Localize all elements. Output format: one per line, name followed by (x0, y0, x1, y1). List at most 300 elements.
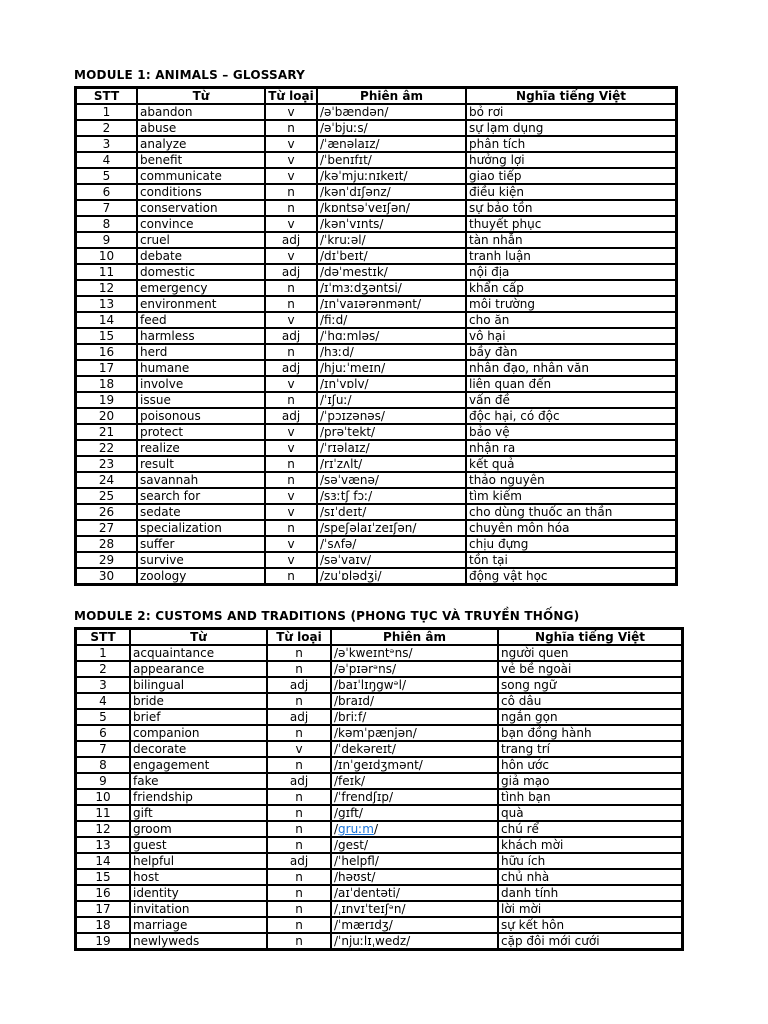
stt-cell: 6 (76, 184, 137, 200)
word-cell: conservation (137, 200, 265, 216)
word-cell: appearance (130, 661, 267, 677)
table-row (76, 264, 676, 280)
meaning-cell: động vật học (466, 568, 676, 584)
word-cell: issue (137, 392, 265, 408)
word-type-cell: n (265, 280, 317, 296)
word-type-cell: v (265, 440, 317, 456)
stt-cell: 17 (76, 901, 130, 917)
word-cell: involve (137, 376, 265, 392)
header-pronunciation: Phiên âm (331, 629, 498, 645)
meaning-cell: nội địa (466, 264, 676, 280)
stt-cell: 18 (76, 917, 130, 933)
stt-cell: 1 (76, 104, 137, 120)
table-row (76, 392, 676, 408)
meaning-cell: thuyết phục (466, 216, 676, 232)
word-cell: communicate (137, 168, 265, 184)
pronunciation-cell: /aɪˈdentəti/ (331, 885, 498, 901)
stt-cell: 13 (76, 837, 130, 853)
meaning-cell: thảo nguyên (466, 472, 676, 488)
stt-cell: 9 (76, 232, 137, 248)
meaning-cell: môi trường (466, 296, 676, 312)
table-header-row (76, 629, 682, 645)
word-cell: helpful (130, 853, 267, 869)
word-type-cell: n (265, 344, 317, 360)
stt-cell: 27 (76, 520, 137, 536)
word-cell: feed (137, 312, 265, 328)
word-type-cell: n (267, 885, 331, 901)
table-row (76, 693, 682, 709)
word-cell: brief (130, 709, 267, 725)
meaning-cell: kết quả (466, 456, 676, 472)
word-cell: conditions (137, 184, 265, 200)
word-cell: identity (130, 885, 267, 901)
word-type-cell: v (265, 152, 317, 168)
word-type-cell: adj (267, 853, 331, 869)
word-cell: groom (130, 821, 267, 837)
pronunciation-cell: /ˈpɔɪzənəs/ (317, 408, 466, 424)
word-cell: debate (137, 248, 265, 264)
pronunciation-cell: /hɜːd/ (317, 344, 466, 360)
stt-cell: 13 (76, 296, 137, 312)
table-row (76, 248, 676, 264)
pronunciation-cell: /ˈrɪəlaɪz/ (317, 440, 466, 456)
meaning-cell: khẩn cấp (466, 280, 676, 296)
meaning-cell: ngắn gọn (498, 709, 682, 725)
word-cell: poisonous (137, 408, 265, 424)
pronunciation-cell: /ˈbenɪfɪt/ (317, 152, 466, 168)
meaning-cell: trang trí (498, 741, 682, 757)
stt-cell: 16 (76, 885, 130, 901)
table-row (76, 472, 676, 488)
meaning-cell: giao tiếp (466, 168, 676, 184)
word-cell: abandon (137, 104, 265, 120)
word-cell: analyze (137, 136, 265, 152)
stt-cell: 5 (76, 709, 130, 725)
word-type-cell: n (267, 933, 331, 949)
table-row (76, 456, 676, 472)
word-type-cell: v (265, 216, 317, 232)
stt-cell: 6 (76, 725, 130, 741)
pronunciation-cell: /ɪnˈgeɪdʒmənt/ (331, 757, 498, 773)
word-cell: realize (137, 440, 265, 456)
table-row (76, 344, 676, 360)
header-stt: STT (76, 629, 130, 645)
pronunciation-cell: /ˈmærɪdʒ/ (331, 917, 498, 933)
meaning-cell: quà (498, 805, 682, 821)
module1-glossary-table (74, 86, 678, 586)
table-row (76, 805, 682, 821)
word-type-cell: n (265, 120, 317, 136)
meaning-cell: cho dùng thuốc an thần (466, 504, 676, 520)
table-row (76, 901, 682, 917)
word-type-cell: v (265, 136, 317, 152)
pronunciation-cell: /speʃəlaɪˈzeɪʃən/ (317, 520, 466, 536)
pronunciation-prefix: / (334, 822, 339, 836)
word-cell: newlyweds (130, 933, 267, 949)
word-cell: bride (130, 693, 267, 709)
word-cell: herd (137, 344, 265, 360)
table-row (76, 725, 682, 741)
meaning-cell: phân tích (466, 136, 676, 152)
meaning-cell: chú rể (498, 821, 682, 837)
pronunciation-cell[interactable] (331, 821, 498, 837)
table-row (76, 184, 676, 200)
table-row (76, 837, 682, 853)
table-row (76, 885, 682, 901)
meaning-cell: liên quan đến (466, 376, 676, 392)
word-cell: humane (137, 360, 265, 376)
stt-cell: 2 (76, 661, 130, 677)
meaning-cell: hôn ước (498, 757, 682, 773)
word-type-cell: adj (265, 328, 317, 344)
stt-cell: 24 (76, 472, 137, 488)
table-row (76, 853, 682, 869)
table-row (76, 168, 676, 184)
pronunciation-cell: /briːf/ (331, 709, 498, 725)
word-cell: engagement (130, 757, 267, 773)
word-cell: bilingual (130, 677, 267, 693)
meaning-cell: bảo vệ (466, 424, 676, 440)
meaning-cell: điều kiện (466, 184, 676, 200)
stt-cell: 15 (76, 869, 130, 885)
table-row (76, 328, 676, 344)
pronunciation-cell: /baɪˈlɪŋgwᵊl/ (331, 677, 498, 693)
word-type-cell: n (265, 200, 317, 216)
pronunciation-cell: /braɪd/ (331, 693, 498, 709)
stt-cell: 10 (76, 789, 130, 805)
pronunciation-cell: /kənˈdɪʃənz/ (317, 184, 466, 200)
pronunciation-cell: /hjuːˈmeɪn/ (317, 360, 466, 376)
word-type-cell: v (265, 104, 317, 120)
pronunciation-cell: /feɪk/ (331, 773, 498, 789)
pronunciation-cell: /səˈvaɪv/ (317, 552, 466, 568)
word-type-cell: adj (267, 709, 331, 725)
table-row (76, 376, 676, 392)
pronunciation-cell: /ˈhɑːmləs/ (317, 328, 466, 344)
pronunciation-cell: /ɪnˈvɒlv/ (317, 376, 466, 392)
table-row (76, 757, 682, 773)
stt-cell: 18 (76, 376, 137, 392)
module2-glossary-table (74, 627, 684, 951)
table-row (76, 709, 682, 725)
module2-table-body (76, 645, 682, 949)
pronunciation-cell: /gest/ (331, 837, 498, 853)
stt-cell: 23 (76, 456, 137, 472)
word-type-cell: v (265, 376, 317, 392)
word-type-cell: n (267, 821, 331, 837)
module1-table-body (76, 104, 676, 584)
meaning-cell: sự lạm dụng (466, 120, 676, 136)
meaning-cell: giả mạo (498, 773, 682, 789)
pronunciation-cell: /dɪˈbeɪt/ (317, 248, 466, 264)
word-type-cell: n (267, 789, 331, 805)
pronunciation-cell: /rɪˈzʌlt/ (317, 456, 466, 472)
stt-cell: 12 (76, 280, 137, 296)
meaning-cell: nhận ra (466, 440, 676, 456)
pronunciation-cell: /sɜːtʃ fɔː/ (317, 488, 466, 504)
pronunciation-cell: /fiːd/ (317, 312, 466, 328)
pronunciation-cell: /ˈɪʃuː/ (317, 392, 466, 408)
word-type-cell: n (267, 693, 331, 709)
meaning-cell: bạn đồng hành (498, 725, 682, 741)
meaning-cell: danh tính (498, 885, 682, 901)
word-type-cell: n (265, 392, 317, 408)
stt-cell: 17 (76, 360, 137, 376)
meaning-cell: tồn tại (466, 552, 676, 568)
meaning-cell: chủ nhà (498, 869, 682, 885)
word-type-cell: n (265, 472, 317, 488)
word-cell: sedate (137, 504, 265, 520)
meaning-cell: song ngữ (498, 677, 682, 693)
word-cell: survive (137, 552, 265, 568)
stt-cell: 25 (76, 488, 137, 504)
pronunciation-cell: /kɒntsəˈveɪʃən/ (317, 200, 466, 216)
table-row (76, 661, 682, 677)
word-cell: abuse (137, 120, 265, 136)
word-cell: marriage (130, 917, 267, 933)
word-type-cell: v (265, 504, 317, 520)
header-stt: STT (76, 88, 137, 104)
table-row (76, 552, 676, 568)
word-type-cell: v (265, 424, 317, 440)
word-cell: fake (130, 773, 267, 789)
table-row (76, 536, 676, 552)
stt-cell: 15 (76, 328, 137, 344)
word-type-cell: adj (267, 677, 331, 693)
meaning-cell: độc hại, có độc (466, 408, 676, 424)
stt-cell: 28 (76, 536, 137, 552)
word-cell: environment (137, 296, 265, 312)
meaning-cell: hữu ích (498, 853, 682, 869)
meaning-cell: cô dâu (498, 693, 682, 709)
word-cell: guest (130, 837, 267, 853)
stt-cell: 3 (76, 677, 130, 693)
pronunciation-cell: /kənˈvɪnts/ (317, 216, 466, 232)
header-vietnamese-meaning: Nghĩa tiếng Việt (466, 88, 676, 104)
pronunciation-suffix: / (373, 822, 378, 836)
word-cell: savannah (137, 472, 265, 488)
word-cell: gift (130, 805, 267, 821)
header-word: Từ (137, 88, 265, 104)
word-cell: friendship (130, 789, 267, 805)
word-cell: acquaintance (130, 645, 267, 661)
table-row (76, 296, 676, 312)
word-type-cell: v (265, 488, 317, 504)
stt-cell: 22 (76, 440, 137, 456)
word-type-cell: n (267, 917, 331, 933)
word-cell: decorate (130, 741, 267, 757)
pronunciation-cell: /kəmˈpænjən/ (331, 725, 498, 741)
word-cell: convince (137, 216, 265, 232)
word-cell: domestic (137, 264, 265, 280)
meaning-cell: tìm kiếm (466, 488, 676, 504)
pronunciation-cell: /ˈkruːəl/ (317, 232, 466, 248)
table-row (76, 773, 682, 789)
word-type-cell: n (265, 568, 317, 584)
word-type-cell: v (265, 168, 317, 184)
word-type-cell: adj (265, 408, 317, 424)
word-cell: companion (130, 725, 267, 741)
meaning-cell: nhân đạo, nhân văn (466, 360, 676, 376)
meaning-cell: sự bảo tồn (466, 200, 676, 216)
table-row (76, 821, 682, 837)
header-pronunciation: Phiên âm (317, 88, 466, 104)
meaning-cell: vẻ bề ngoài (498, 661, 682, 677)
word-cell: search for (137, 488, 265, 504)
word-cell: emergency (137, 280, 265, 296)
stt-cell: 20 (76, 408, 137, 424)
stt-cell: 8 (76, 757, 130, 773)
table-row (76, 488, 676, 504)
stt-cell: 8 (76, 216, 137, 232)
word-cell: benefit (137, 152, 265, 168)
word-type-cell: n (265, 296, 317, 312)
stt-cell: 21 (76, 424, 137, 440)
stt-cell: 11 (76, 264, 137, 280)
stt-cell: 11 (76, 805, 130, 821)
stt-cell: 5 (76, 168, 137, 184)
meaning-cell: tàn nhẫn (466, 232, 676, 248)
stt-cell: 4 (76, 152, 137, 168)
pronunciation-cell: /ɪnˈvaɪərənmənt/ (317, 296, 466, 312)
word-cell: harmless (137, 328, 265, 344)
meaning-cell: tranh luận (466, 248, 676, 264)
stt-cell: 16 (76, 344, 137, 360)
word-type-cell: n (267, 757, 331, 773)
word-type-cell: n (267, 725, 331, 741)
word-type-cell: adj (267, 773, 331, 789)
pronunciation-cell: /ˈdekəreɪt/ (331, 741, 498, 757)
table-row (76, 152, 676, 168)
pronunciation-cell: /həʊst/ (331, 869, 498, 885)
word-type-cell: n (267, 869, 331, 885)
word-type-cell: n (267, 901, 331, 917)
stt-cell: 30 (76, 568, 137, 584)
table-row (76, 312, 676, 328)
table-row (76, 424, 676, 440)
meaning-cell: chịu đựng (466, 536, 676, 552)
table-header-row (76, 88, 676, 104)
pronunciation-cell: /əˈkweɪntᵊns/ (331, 645, 498, 661)
module2-title: MODULE 2: CUSTOMS AND TRADITIONS (PHONG TỤC VÀ TRUYỀN THỐNG) (74, 609, 580, 623)
stt-cell: 7 (76, 741, 130, 757)
word-type-cell: adj (265, 232, 317, 248)
table-row (76, 789, 682, 805)
table-row (76, 504, 676, 520)
stt-cell: 14 (76, 853, 130, 869)
table-row (76, 408, 676, 424)
meaning-cell: bầy đàn (466, 344, 676, 360)
header-word-type: Từ loại (267, 629, 331, 645)
word-cell: result (137, 456, 265, 472)
pronunciation-cell: /ˈhelpfl/ (331, 853, 498, 869)
table-row (76, 360, 676, 376)
stt-cell: 2 (76, 120, 137, 136)
word-type-cell: v (265, 536, 317, 552)
pronunciation-cell: /ˈfrendʃɪp/ (331, 789, 498, 805)
table-row (76, 104, 676, 120)
word-cell: zoology (137, 568, 265, 584)
table-row (76, 280, 676, 296)
word-type-cell: adj (265, 264, 317, 280)
word-type-cell: adj (265, 360, 317, 376)
word-cell: cruel (137, 232, 265, 248)
table-row (76, 200, 676, 216)
word-type-cell: n (267, 805, 331, 821)
pronunciation-cell: /ɪˈmɜːdʒəntsi/ (317, 280, 466, 296)
pronunciation-cell: /əˈpɪərᵊns/ (331, 661, 498, 677)
stt-cell: 9 (76, 773, 130, 789)
meaning-cell: vô hại (466, 328, 676, 344)
stt-cell: 19 (76, 933, 130, 949)
table-row (76, 677, 682, 693)
pronunciation-link[interactable]: gruːm (338, 822, 374, 836)
stt-cell: 1 (76, 645, 130, 661)
table-row (76, 120, 676, 136)
word-type-cell: n (267, 661, 331, 677)
word-cell: host (130, 869, 267, 885)
meaning-cell: vấn đề (466, 392, 676, 408)
header-word: Từ (130, 629, 267, 645)
pronunciation-cell: /əˈbjuːs/ (317, 120, 466, 136)
stt-cell: 26 (76, 504, 137, 520)
table-row (76, 568, 676, 584)
pronunciation-cell: /zuˈɒlədʒi/ (317, 568, 466, 584)
stt-cell: 19 (76, 392, 137, 408)
meaning-cell: lời mời (498, 901, 682, 917)
stt-cell: 4 (76, 693, 130, 709)
pronunciation-cell: /ˈnjuːlɪˌwedz/ (331, 933, 498, 949)
pronunciation-cell: /səˈvænə/ (317, 472, 466, 488)
word-cell: suffer (137, 536, 265, 552)
word-type-cell: v (265, 248, 317, 264)
meaning-cell: hưởng lợi (466, 152, 676, 168)
table-row (76, 216, 676, 232)
header-word-type: Từ loại (265, 88, 317, 104)
table-row (76, 136, 676, 152)
pronunciation-cell: /dəˈmestɪk/ (317, 264, 466, 280)
table-row (76, 645, 682, 661)
stt-cell: 14 (76, 312, 137, 328)
table-row (76, 232, 676, 248)
meaning-cell: tình bạn (498, 789, 682, 805)
word-cell: invitation (130, 901, 267, 917)
pronunciation-cell: /ˌɪnvɪˈteɪʃᵊn/ (331, 901, 498, 917)
pronunciation-cell: /prəˈtekt/ (317, 424, 466, 440)
stt-cell: 3 (76, 136, 137, 152)
table-row (76, 741, 682, 757)
header-vietnamese-meaning: Nghĩa tiếng Việt (498, 629, 682, 645)
table-row (76, 520, 676, 536)
stt-cell: 12 (76, 821, 130, 837)
meaning-cell: cho ăn (466, 312, 676, 328)
word-type-cell: n (267, 645, 331, 661)
pronunciation-cell: /kəˈmjuːnɪkeɪt/ (317, 168, 466, 184)
pronunciation-cell: /ˈsʌfə/ (317, 536, 466, 552)
pronunciation-cell: /sɪˈdeɪt/ (317, 504, 466, 520)
word-type-cell: n (265, 184, 317, 200)
meaning-cell: sự kết hôn (498, 917, 682, 933)
word-cell: protect (137, 424, 265, 440)
meaning-cell: khách mời (498, 837, 682, 853)
word-type-cell: v (265, 312, 317, 328)
meaning-cell: người quen (498, 645, 682, 661)
meaning-cell: chuyên môn hóa (466, 520, 676, 536)
stt-cell: 7 (76, 200, 137, 216)
word-cell: specialization (137, 520, 265, 536)
pronunciation-cell: /gɪft/ (331, 805, 498, 821)
word-type-cell: n (267, 837, 331, 853)
